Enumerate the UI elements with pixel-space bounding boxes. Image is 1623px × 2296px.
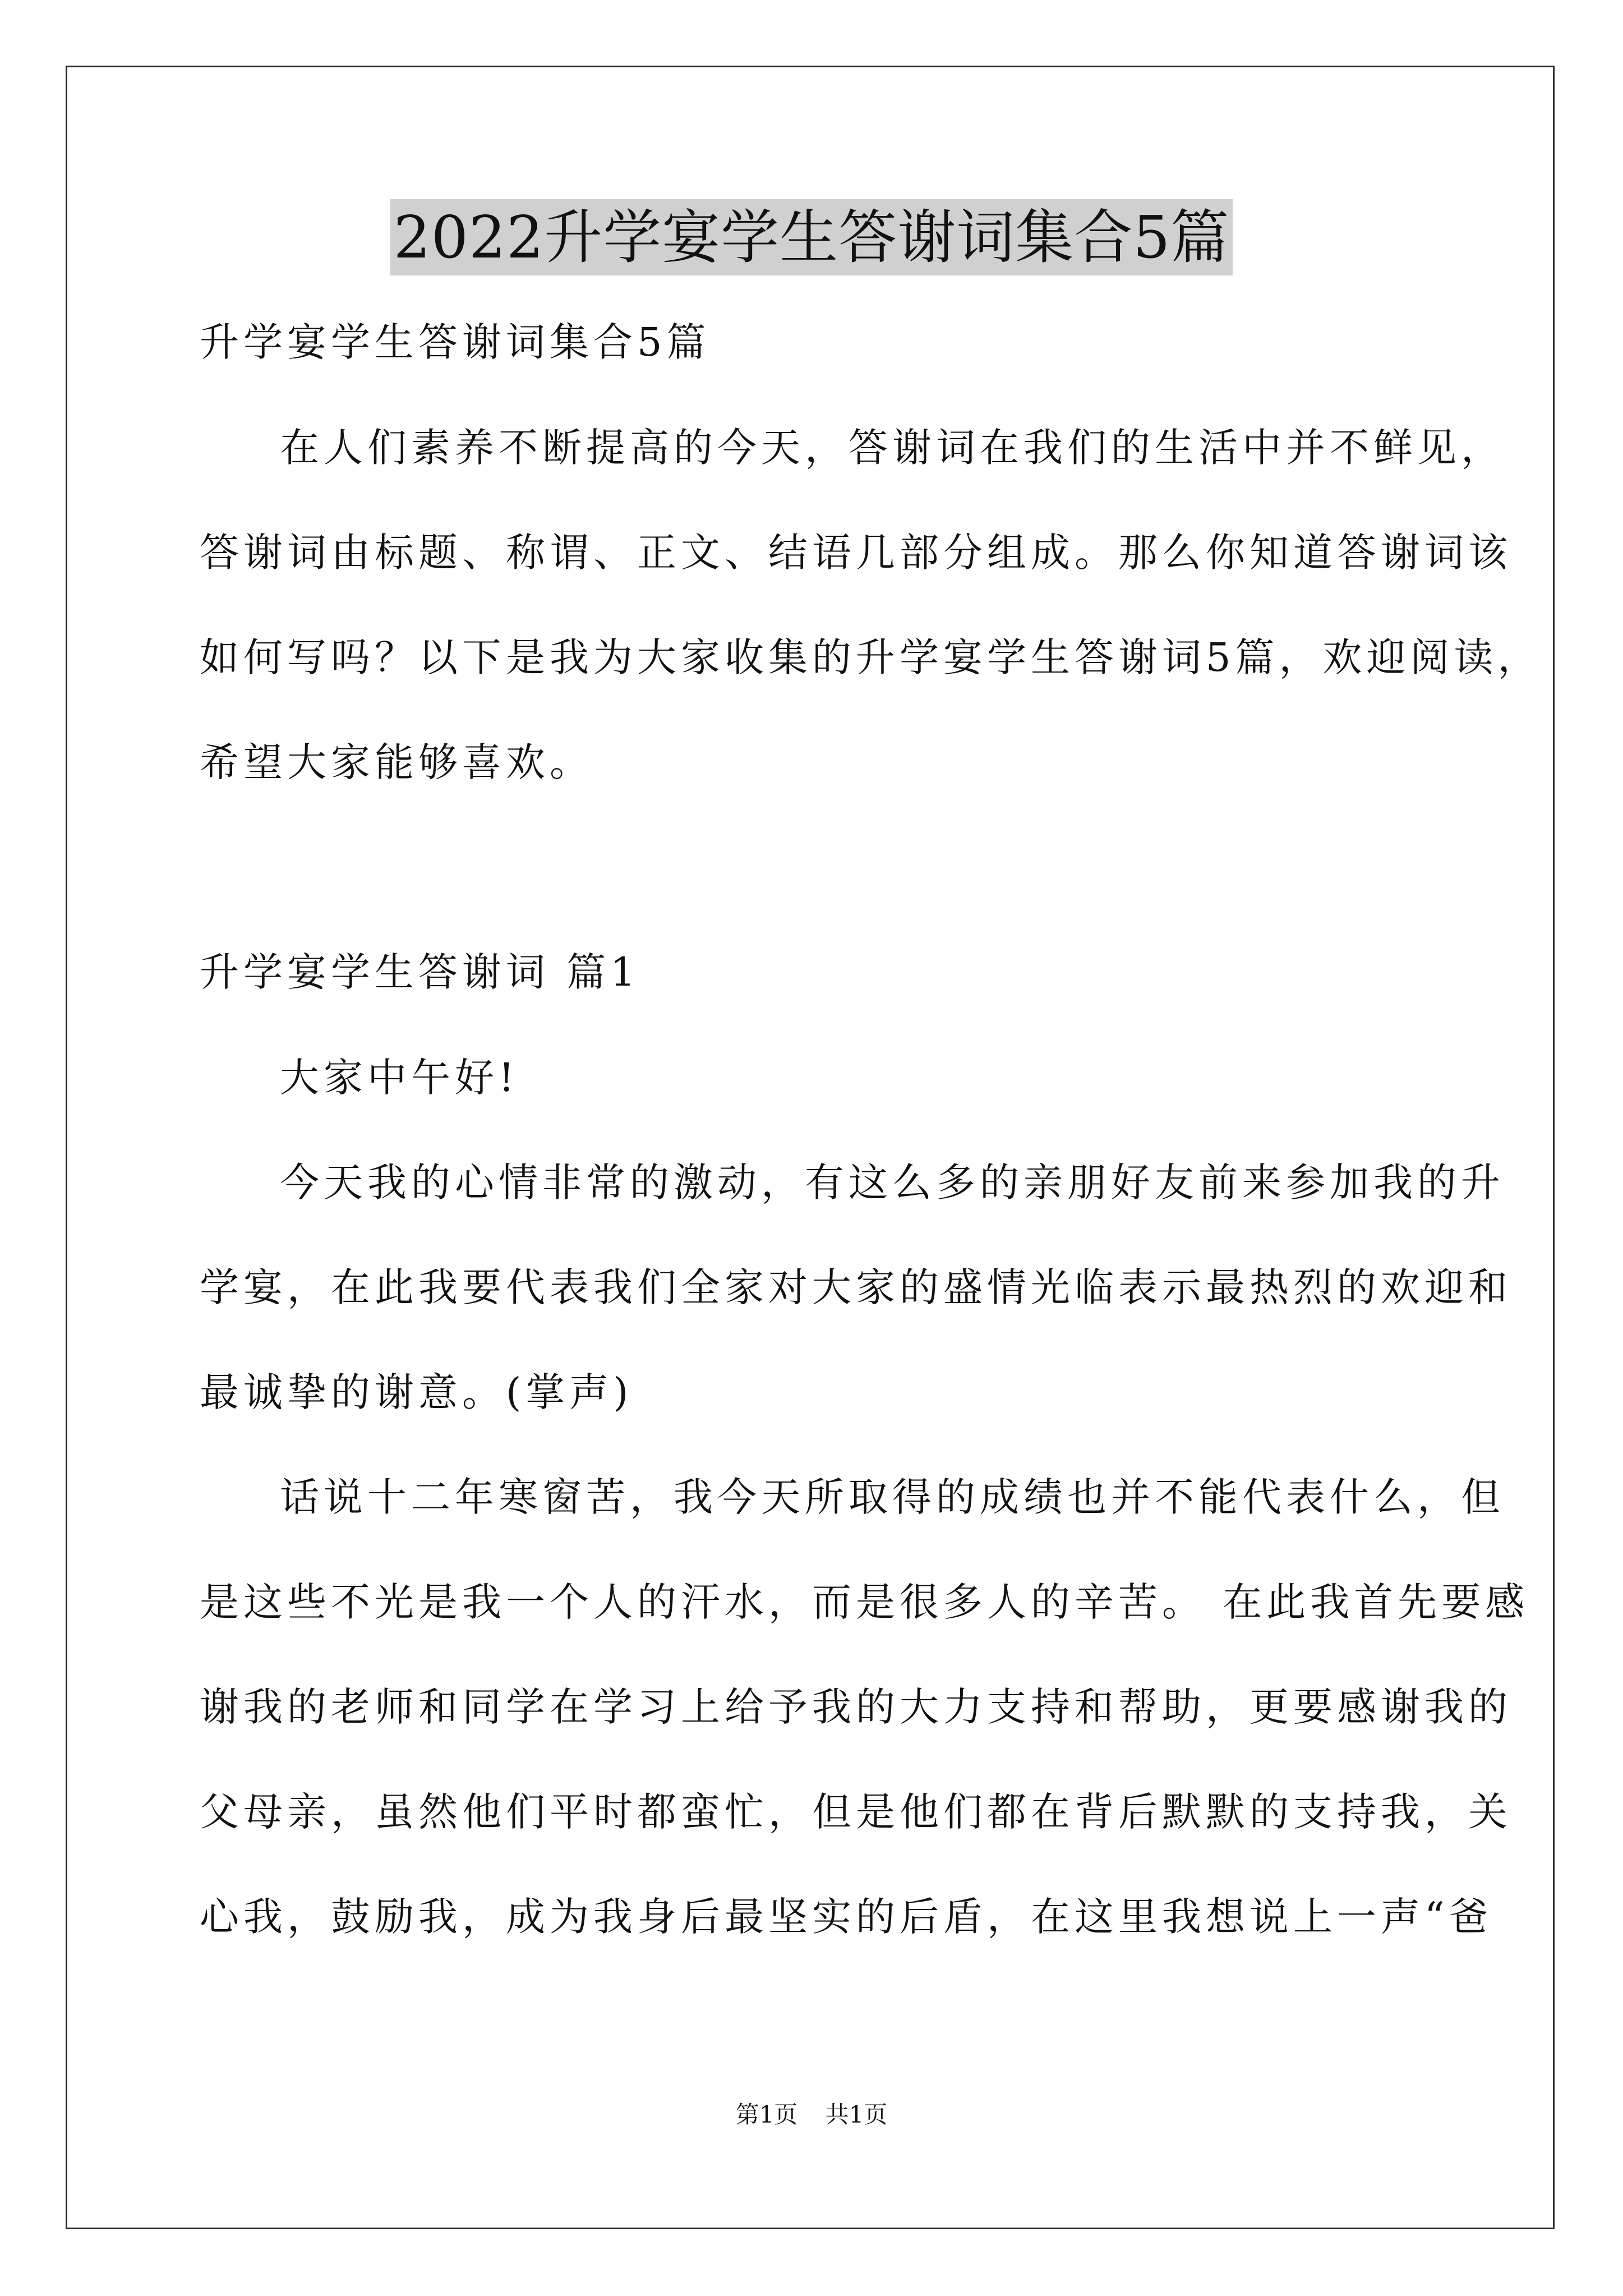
title-container [0, 199, 1623, 275]
paragraph-line: 学宴，在此我要代表我们全家对大家的盛情光临表示最热烈的欢迎和 [200, 1264, 1512, 1310]
paragraph-line: 是这些不光是我一个人的汗水，而是很多人的辛苦。 在此我首先要感 [200, 1579, 1529, 1625]
document-subtitle: 升学宴学生答谢词集合5篇 [200, 319, 711, 365]
page-footer [0, 2099, 1623, 2131]
intro-line: 答谢词由标题、称谓、正文、结语几部分组成。那么你知道答谢词该 [200, 530, 1512, 576]
paragraph-line: 最诚挚的谢意。(掌声) [200, 1369, 633, 1415]
page-total: 共1页 [825, 2101, 888, 2128]
paragraph-line: 父母亲，虽然他们平时都蛮忙，但是他们都在背后默默的支持我，关 [200, 1789, 1512, 1835]
greeting-line: 大家中午好! [280, 1055, 519, 1101]
intro-line: 希望大家能够喜欢。 [200, 739, 593, 785]
paragraph-line: 话说十二年寒窗苦，我今天所取得的成绩也并不能代表什么，但 [280, 1474, 1505, 1520]
section-heading: 升学宴学生答谢词 篇1 [200, 949, 640, 995]
document-title: 2022升学宴学生答谢词集合5篇 [390, 199, 1233, 275]
paragraph-line: 今天我的心情非常的激动，有这么多的亲朋好友前来参加我的升 [280, 1159, 1505, 1205]
paragraph-line: 谢我的老师和同学在学习上给予我的大力支持和帮助，更要感谢我的 [200, 1684, 1512, 1730]
paragraph-line: 心我，鼓励我，成为我身后最坚实的后盾，在这里我想说上一声“爸 [200, 1894, 1493, 1940]
page-number: 第1页 [735, 2101, 798, 2128]
intro-line: 如何写吗？以下是我为大家收集的升学宴学生答谢词5篇，欢迎阅读， [200, 634, 1542, 680]
intro-line: 在人们素养不断提高的今天，答谢词在我们的生活中并不鲜见， [280, 425, 1505, 471]
